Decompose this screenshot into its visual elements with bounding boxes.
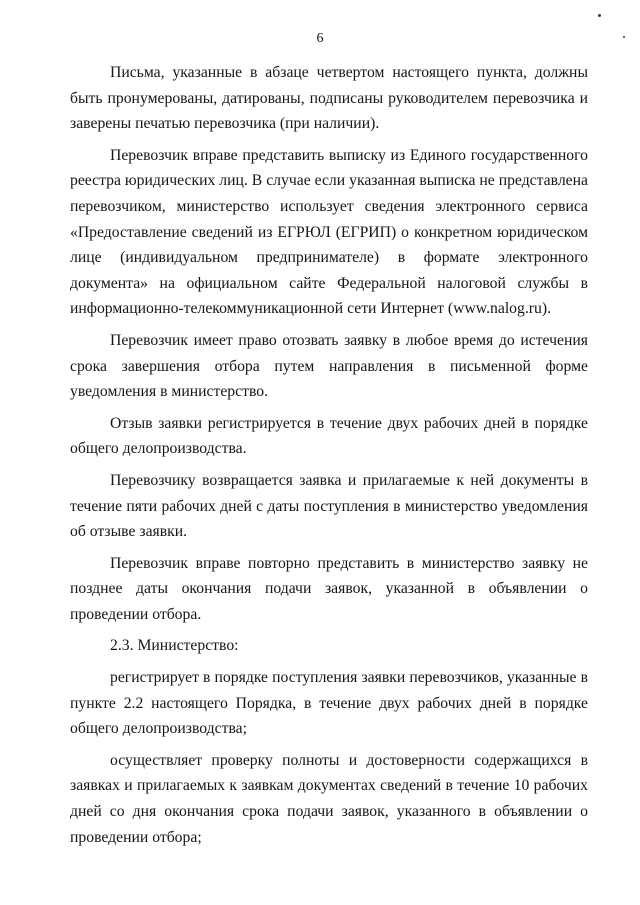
paragraph-withdraw-registration: Отзыв заявки регистрируется в течение двух рабочих дней в порядке общего делопроизводства. [70, 414, 588, 458]
section-heading-2-3: 2.3. Министерство: [110, 637, 239, 655]
paragraph-egrul-extract: Перевозчик вправе представить выписку из Единого государственного реестра юридических лиц. В случае если указанная выписка не представлена перевозчиком, министерство использует сведения электронного сервиса «Предоставление сведений из ЕГРЮЛ (ЕГРИП) о конкретном юридическом лице (индивидуальном предпринимателе) в формате электронного документа» на официальном сайте Федеральной налоговой службы в информационно-телекоммуникационной сети Интернет (www.nalog.ru). [70, 146, 588, 318]
paragraph-resubmission: Перевозчик вправе повторно представить в министерство заявку не позднее даты окончания подачи заявок, указанной в объявлении о проведении отбора. [70, 554, 588, 623]
paragraph-verification: осуществляет проверку полноты и достоверности содержащихся в заявках и прилагаемых к заявкам документах сведений в течение 10 рабочих дней со дня окончания срока подачи заявок, указанного в объявлении о проведении отбора; [70, 751, 588, 846]
document-body [70, 60, 588, 856]
paragraph-letters-numbering: Письма, указанные в абзаце четвертом настоящего пункта, должны быть пронумерованы, датированы, подписаны руководителем перевозчика и заверены печатью перевозчика (при наличии). [70, 64, 588, 133]
paragraph-documents-return: Перевозчику возвращается заявка и прилагаемые к ней документы в течение пяти рабочих дней с даты поступления в министерство уведомления об отзыве заявки. [70, 471, 588, 541]
page-number: 6 [316, 31, 324, 46]
paragraph-withdraw-right: Перевозчик имеет право отозвать заявку в любое время до истечения срока завершения отбора путем направления в письменной форме уведомления в министерство. [70, 331, 588, 401]
paragraph-registers-applications: регистрирует в порядке поступления заявки перевозчиков, указанные в пункте 2.2 настоящего Порядка, в течение двух рабочих дней в порядке общего делопроизводства; [70, 669, 588, 738]
scan-speck [598, 14, 601, 17]
